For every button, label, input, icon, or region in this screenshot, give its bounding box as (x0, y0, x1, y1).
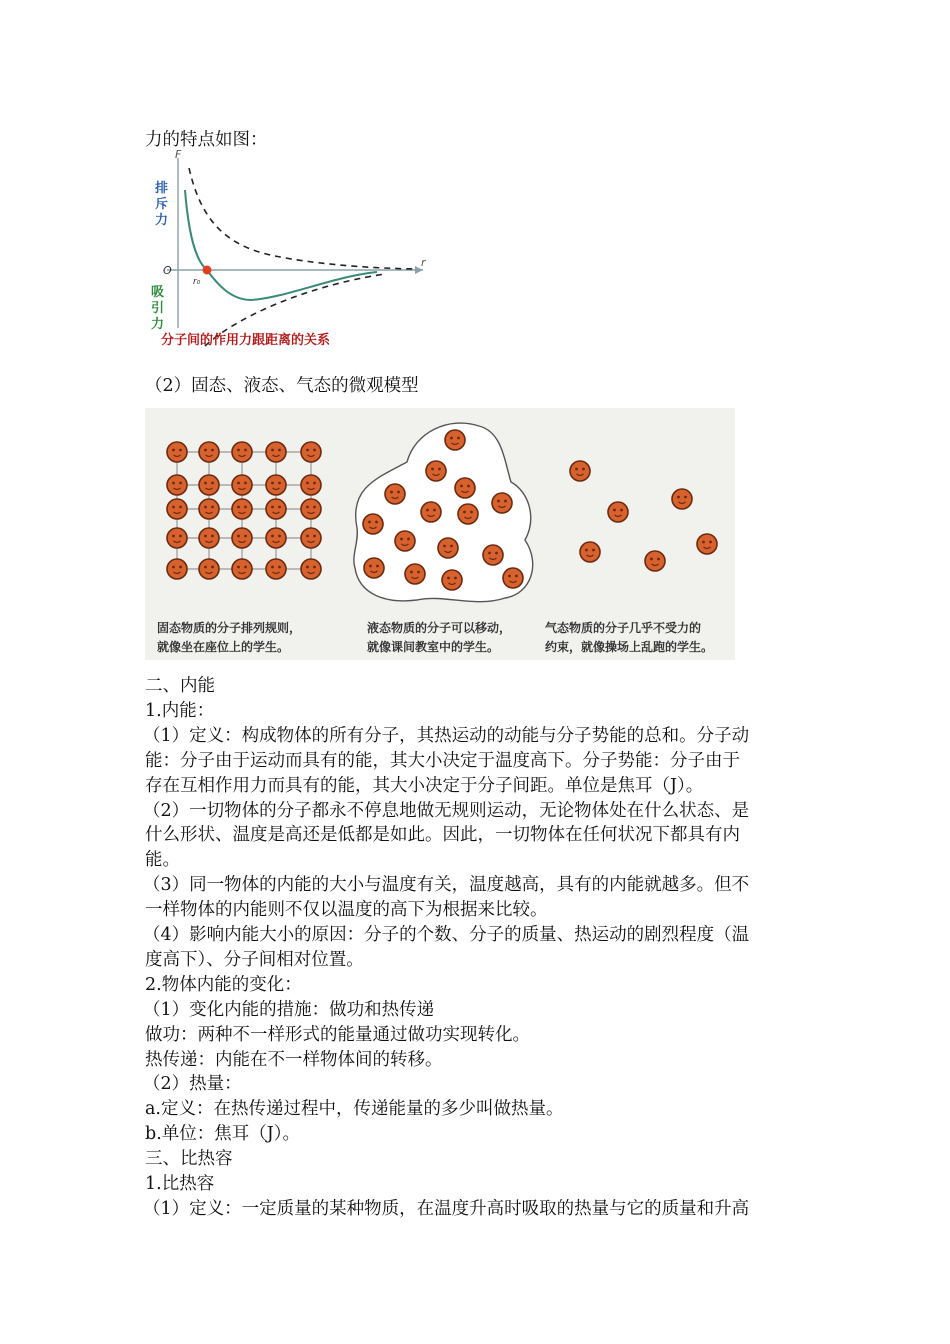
molecule (199, 559, 219, 579)
molecule (672, 489, 692, 509)
molecule (492, 493, 512, 513)
text-line: （1）定义：构成物体的所有分子，其热运动的动能与分子势能的总和。分子动 (143, 726, 750, 746)
text-line: 二、内能 (145, 676, 215, 696)
text-line: 什么形状、温度是高还是低都是如此。因此，一切物体在任何状况下都具有内 (145, 825, 740, 845)
text-line: a.定义：在热传递过程中，传递能量的多少叫做热量。 (145, 1099, 564, 1119)
molecule (266, 559, 286, 579)
attraction-label-3: 力 (151, 317, 165, 332)
attraction-label-1: 吸 (151, 285, 165, 300)
molecule (167, 499, 187, 519)
molecule (266, 442, 286, 462)
molecule (232, 499, 252, 519)
molecule (301, 559, 321, 579)
force-figure-caption: 分子间的作用力跟距离的关系 (161, 333, 331, 348)
solid-caption-2: 就像坐在座位上的学生。 (157, 640, 290, 654)
gas-caption-2: 约束，就像操场上乱跑的学生。 (545, 640, 714, 654)
molecule (232, 475, 252, 495)
equilibrium-point (203, 266, 212, 275)
repulsion-label-1: 排 (155, 181, 169, 196)
molecule (364, 558, 384, 578)
text-line: 做功：两种不一样形式的能量通过做功实现转化。 (145, 1025, 530, 1045)
solid-caption-1: 固态物质的分子排列规则， (157, 621, 302, 635)
molecule (442, 570, 462, 590)
molecule (266, 528, 286, 548)
text-line: （2）热量： (143, 1074, 242, 1094)
text-line: 存在互相作用力而具有的能，其大小决定于分子间距。单位是焦耳（J）。 (145, 776, 704, 796)
molecule (301, 528, 321, 548)
text-line: 热传递：内能在不一样物体间的转移。 (145, 1050, 443, 1070)
molecule (301, 442, 321, 462)
molecule (395, 531, 415, 551)
attraction-label-2: 引 (151, 301, 165, 316)
text-line: （3）同一物体的内能的大小与温度有关，温度越高，具有的内能就越多。但不 (143, 875, 750, 895)
molecule (503, 568, 523, 588)
molecule (199, 475, 219, 495)
molecule (199, 442, 219, 462)
molecule (167, 442, 187, 462)
text-line: 1.比热容 (145, 1174, 215, 1194)
molecule (405, 564, 425, 584)
molecule (385, 484, 405, 504)
liquid-caption-1: 液态物质的分子可以移动， (367, 621, 512, 635)
molecule (199, 528, 219, 548)
text-line: （4）影响内能大小的原因：分子的个数、分子的质量、热运动的剧烈程度（温 (143, 925, 750, 945)
repulsion-label-2: 斥 (155, 197, 169, 212)
molecule (608, 502, 628, 522)
molecule (167, 559, 187, 579)
molecule (455, 478, 475, 498)
molecule (232, 528, 252, 548)
molecule (232, 559, 252, 579)
origin-label: O (163, 264, 172, 277)
x-axis-letter: r (421, 256, 426, 269)
text-line: 一样物体的内能则不仅以温度的高下为根据来比较。 (145, 900, 548, 920)
molecule (199, 499, 219, 519)
molecule (266, 475, 286, 495)
molecule (266, 499, 286, 519)
gas-caption-1: 气态物质的分子几乎不受力的 (545, 621, 702, 635)
text-line: （1）定义：一定质量的某种物质，在温度升高时吸取的热量与它的质量和升高 (143, 1199, 750, 1219)
text-line: 度高下）、分子间相对位置。 (145, 950, 364, 970)
y-axis-letter: F (175, 150, 182, 161)
repulsion-label-3: 力 (155, 213, 169, 228)
text-line: 能：分子由于运动而具有的能，其大小决定于温度高下。分子势能：分子由于 (145, 751, 740, 771)
molecule (458, 504, 478, 524)
molecule (438, 538, 458, 558)
molecule (167, 528, 187, 548)
molecule (645, 551, 665, 571)
r0-label: r₀ (193, 277, 201, 287)
models-heading: （2）固态、液态、气态的微观模型 (145, 376, 419, 396)
liquid-caption-2: 就像课间教室中的学生。 (367, 640, 500, 654)
molecule (426, 461, 446, 481)
text-line: 能。 (145, 850, 180, 870)
text-line: 2.物体内能的变化： (145, 975, 302, 995)
molecule (232, 442, 252, 462)
molecule (421, 502, 441, 522)
molecule (697, 534, 717, 554)
text-line: （1）变化内能的措施：做功和热传递 (143, 1000, 435, 1020)
molecule (580, 542, 600, 562)
molecule (301, 499, 321, 519)
force-heading: 力的特点如图： (145, 130, 268, 150)
molecule (167, 475, 187, 495)
text-line: b.单位：焦耳（J）。 (145, 1124, 301, 1144)
molecule (445, 430, 465, 450)
molecule (363, 514, 383, 534)
text-line: 三、比热容 (145, 1149, 233, 1169)
states-model-figure (145, 408, 735, 660)
text-line: （2）一切物体的分子都永不停息地做无规则运动，无论物体处在什么状态、是 (143, 801, 750, 821)
molecule (570, 461, 590, 481)
molecule (483, 545, 503, 565)
force-distance-figure (145, 150, 435, 350)
text-line: 1.内能： (145, 701, 215, 721)
molecule (301, 475, 321, 495)
